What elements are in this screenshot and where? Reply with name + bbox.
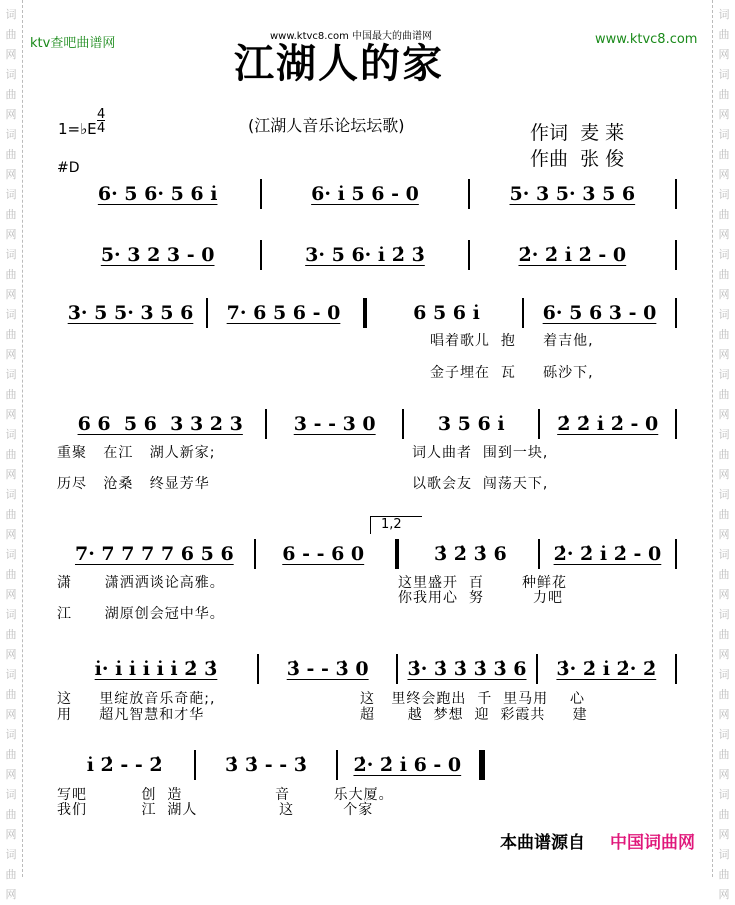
watermark-text: 词 曲 网 [5,248,17,301]
watermark-text: 词 曲 网 [718,608,730,661]
score-row-5 [55,540,677,568]
watermark-text: 词 曲 网 [5,608,17,661]
top-site-watermark: www.ktvc8.com 中国最大的曲谱网 [270,31,433,42]
measure: 5· 3 5· 3 5 6 [509,183,636,205]
lyric-line: 我们 江 湖人 这 个家 [57,802,374,818]
watermark-text: 词 曲 网 [718,128,730,181]
left-watermark-border [0,0,23,901]
lyric-line: 这 里终会跑出 千 里马用 心 [360,691,585,707]
watermark-text: 词 曲 网 [5,488,17,541]
watermark-text: 词 曲 网 [718,68,730,121]
watermark-text: 词 曲 网 [5,368,17,421]
score-row-7 [55,751,485,779]
lyric-line: 历尽 沧桑 终显芳华 [57,476,210,492]
measure: 6· 5 6 3 - 0 [542,302,657,324]
alt-key: #D [57,160,80,176]
measure: 6· 5 6· 5 6 i̇ [97,183,218,205]
composer-label: 作曲 [530,148,569,170]
barline [675,179,677,209]
watermark-text: 词 曲 网 [718,488,730,541]
lyric-line: 江 湖原创会冠中华。 [57,606,225,622]
watermark-text: 词 曲 网 [718,548,730,601]
watermark-text: 词 曲 网 [718,188,730,241]
lyric-line: 写吧 创 造 音 乐大厦。 [57,787,394,803]
lyric-line: 金子埋在 瓦 砾沙下, [430,365,594,381]
measure: 3 - - 3 0 [293,413,376,435]
measure: 6 - - 6 0 [282,543,365,565]
score-row-6 [55,655,677,683]
measure: 7· 6 5 6 - 0 [226,302,341,324]
watermark-text: 词 曲 网 [718,428,730,481]
watermark-text: 词 曲 网 [5,848,17,901]
watermark-text: 词 曲 网 [718,308,730,361]
measure: 3· 5 5· 3 5 6 [67,302,194,324]
watermark-text: 词 曲 网 [718,848,730,901]
score-row-1 [55,180,677,208]
volta-bracket: 1,2 [370,516,422,534]
time-signature [97,108,105,136]
measure: 6 5 6 i̇ [413,302,480,324]
measure: 5· 3 2 3 - 0 [100,244,215,266]
watermark-text: 词 曲 网 [5,548,17,601]
measure: 3· 5 6· i̇ 2̇ 3̇ [305,244,425,266]
lyric-line: 词人曲者 围到一块, [412,445,549,461]
barline [675,240,677,270]
lyric-line: 这里盛开 百 种鲜花 [398,575,568,591]
lyric-line: 超 越 梦想 迎 彩霞共 建 [360,707,588,723]
measure: 3̇ 2̇ 3̇ 6 [433,543,507,565]
watermark-text: 词 曲 网 [5,428,17,481]
watermark-text: 词 曲 网 [5,788,17,841]
left-site-watermark: ktv查吧曲谱网 [30,36,116,51]
measure: 3̇· 3̇ 3̇ 3̇ 3̇ 6 [407,658,527,680]
watermark-text: 词 曲 网 [5,68,17,121]
measure: 3̇ 3̇ - - 3̇ [225,754,307,776]
watermark-text: 词 曲 网 [5,728,17,781]
lyric-line: 潇 潇洒洒谈论高雅。 [57,575,225,591]
time-top: 4 [97,107,106,122]
watermark-text: 词 曲 网 [5,188,17,241]
lyricist-name: 麦 莱 [580,122,625,144]
measure: 6 6 5 6 3 3 2 3 [77,413,243,435]
lyric-line: 唱着歌儿 抱 着吉他, [430,333,594,349]
right-site-watermark: www.ktvc8.com [595,32,698,47]
source-label: 本曲谱源自 [500,833,585,853]
composer-credit [530,144,624,171]
lyricist-label: 作词 [530,122,569,144]
barline [675,654,677,684]
watermark-text: 词 曲 网 [718,728,730,781]
composer-name: 张 俊 [580,148,625,170]
score-row-4 [55,410,677,438]
barline [675,298,677,328]
measure: 6· i̇ 5 6 - 0 [311,183,419,205]
lyric-line: 这 里绽放音乐奇葩;, [57,691,216,707]
measure: 3̇· 2̇ i̇ 2̇· 2̇ [556,658,657,680]
watermark-text: 词 曲 网 [5,668,17,721]
barline [675,409,677,439]
measure: 3 5 6 i̇ [437,413,505,435]
measure: 2̇· 2̇ i̇ 6 - 0 [353,754,462,776]
watermark-text: 词 曲 网 [718,368,730,421]
lyric-line: 用 超凡智慧和才华 [57,707,205,723]
watermark-text: 词 曲 网 [5,128,17,181]
measure: i̇ 2̇ - - 2̇ [86,754,163,776]
key-signature: 1=♭E [58,120,97,138]
score-row-2 [55,241,677,269]
right-watermark-border [712,0,735,901]
measure: 3̇ - - 3̇ 0 [286,658,369,680]
watermark-text: 词 曲 网 [5,8,17,61]
measure: i̇· i̇ i̇ i̇ i̇ i̇ 2̇ 3̇ [94,658,218,680]
barline [675,539,677,569]
repeat-barline [395,539,399,569]
measure: 7· 7 7 7 7 6 5 6 [74,543,234,565]
watermark-text: 词 曲 网 [718,248,730,301]
lyric-line: 以歌会友 闯荡天下, [412,476,549,492]
subtitle: (江湖人音乐论坛坛歌) [248,116,405,135]
watermark-text: 词 曲 网 [718,668,730,721]
score-row-3 [55,299,677,327]
repeat-start-barline [363,298,367,328]
time-bottom: 4 [97,121,106,136]
measure: 2̇ 2̇ i̇ 2̇ - 0 [557,413,659,435]
measure: 2̇· 2̇ i̇ 2̇ - 0 [553,543,662,565]
watermark-text: 词 曲 网 [718,8,730,61]
measure: 2̇· 2̇ i̇ 2̇ - 0 [518,244,627,266]
watermark-text: 词 曲 网 [718,788,730,841]
lyric-line: 重聚 在江 湖人新家; [57,445,216,461]
source-site-link[interactable]: 中国词曲网 [610,833,695,853]
song-title: 江湖人的家 [234,40,444,87]
final-barline [479,750,485,780]
watermark-text: 词 曲 网 [5,308,17,361]
lyricist-credit [530,118,624,145]
lyric-line: 你我用心 努 力吧 [398,590,563,606]
